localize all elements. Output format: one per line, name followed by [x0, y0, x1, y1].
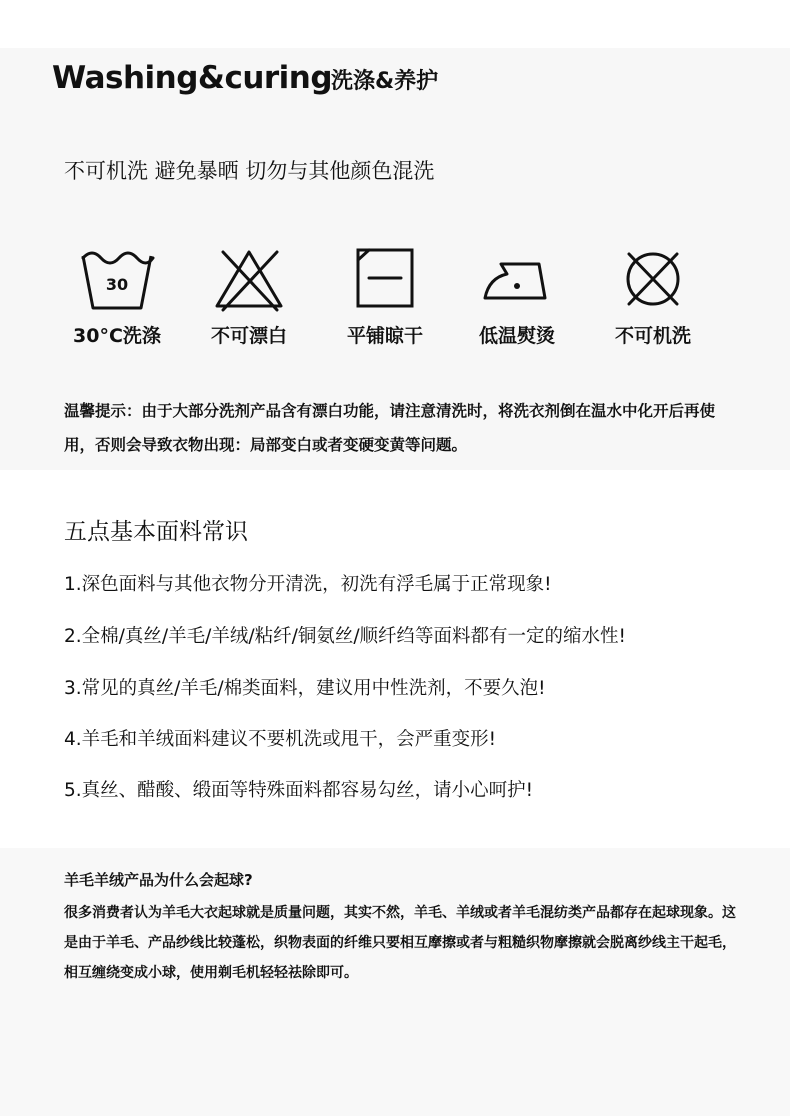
warm-tip-text: 温馨提示：由于大部分洗剂产品含有漂白功能，请注意清洗时，将洗衣剂倒在温水中化开后再使用，否则会导致衣物出现：局部变白或者变硬变黄等问题。 [64, 402, 716, 454]
care-label-dry-flat: 平铺晾干 [346, 325, 423, 347]
care-label-no-machine-wash: 不可机洗 [614, 325, 691, 347]
no-machine-wash-icon [615, 246, 691, 312]
page-title-en: Washing&curing [52, 60, 333, 96]
care-label-wash-30: 30°C洗涤 [73, 325, 161, 347]
care-label-no-bleach: 不可漂白 [210, 325, 287, 347]
fabric-point: 4.羊毛和羊绒面料建议不要机洗或甩干，会严重变形! [64, 729, 497, 750]
care-symbol-dry-flat [330, 246, 440, 348]
fabric-point: 5.真丝、醋酸、缎面等特殊面料都容易勾丝，请小心呵护! [64, 780, 534, 801]
care-label-low-iron: 低温熨烫 [478, 325, 555, 347]
page-title-cn: 洗涤&养护 [331, 69, 439, 94]
fabric-point: 3.常见的真丝/羊毛/棉类面料，建议用中性洗剂，不要久泡! [64, 678, 546, 699]
dry-flat-icon [347, 246, 423, 312]
fabric-section-title: 五点基本面料常识 [64, 519, 248, 545]
care-symbol-wash-30 [62, 246, 172, 348]
fabric-point: 2.全棉/真丝/羊毛/羊绒/粘纤/铜氨丝/顺纤绉等面料都有一定的缩水性! [64, 626, 626, 647]
care-symbol-no-bleach [194, 246, 304, 348]
care-symbol-no-machine-wash [598, 246, 708, 348]
low-iron-icon [479, 246, 555, 312]
washing-30-icon [79, 246, 155, 312]
wash-temperature-text: 30 [105, 275, 129, 294]
pilling-section-text: 很多消费者认为羊毛大衣起球就是质量问题，其实不然，羊毛、羊绒或者羊毛混纺类产品都存在起球现象。这是由于羊毛、产品纱线比较蓬松，织物表面的纤维只要相互摩擦或者与粗糙织物摩擦就会脱离纱线主干起毛，相互缠绕变成小球，使用剃毛机轻轻祛除即可。 [64, 905, 736, 981]
care-symbols-row [0, 246, 790, 356]
pilling-section-title: 羊毛羊绒产品为什么会起球? [64, 871, 253, 889]
no-bleach-icon [211, 246, 287, 312]
fabric-point: 1.深色面料与其他衣物分开清洗，初洗有浮毛属于正常现象! [64, 574, 552, 595]
wash-warning-line: 不可机洗 避免暴晒 切勿与其他颜色混洗 [64, 159, 435, 183]
care-symbol-low-iron [462, 246, 572, 348]
